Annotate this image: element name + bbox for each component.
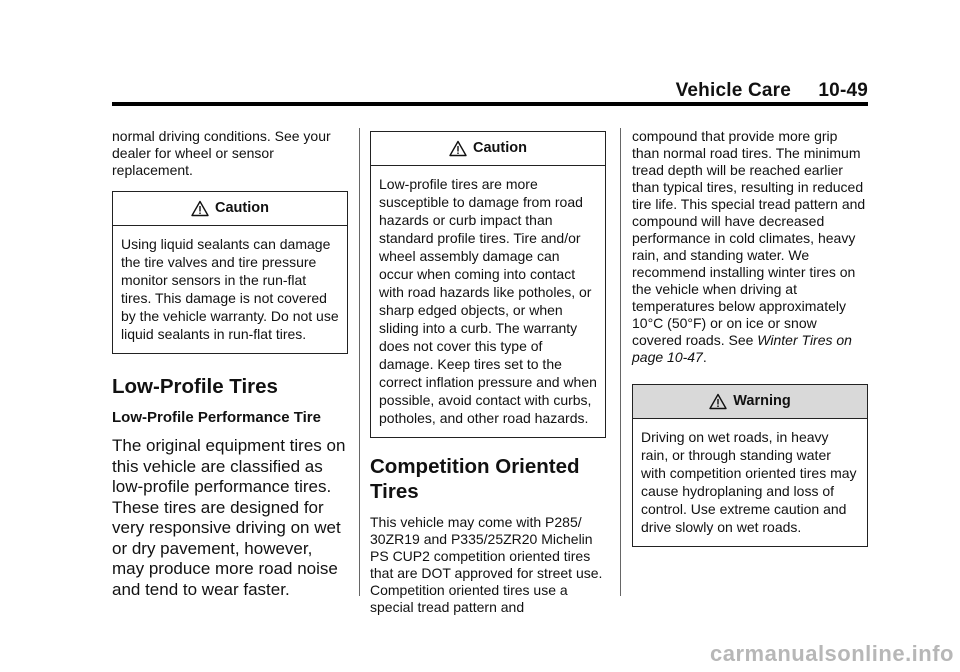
warning-triangle-icon — [709, 393, 727, 411]
caution-header — [371, 132, 605, 166]
body-paragraph: The original equipment tires on this vehicle are classified as low-profile performance tires. These tires are designed for very responsive driving on wet or dry pavement, however, may produce more road noise and tend to wear faster. — [112, 436, 346, 599]
warning-header — [633, 385, 867, 419]
caution-header — [113, 192, 347, 226]
caution-box — [370, 131, 606, 438]
caution-text: Low-profile tires are more susceptible to damage from road hazards or curb impact than standard profile tires. Tire and/or wheel assembly damage can occur when coming into contact with road hazards like potholes, or sharp edged objects, or when sliding into a curb. The warranty does not cover this type of damage. Keep tires set to the correct inflation pressure and when possible, avoid contact with curbs, potholes, and other road hazards. — [379, 176, 597, 426]
body-paragraph: This vehicle may come with P285/ 30ZR19 and P335/25ZR20 Michelin PS CUP2 competition oriented tires that are DOT approved for street use. Competition oriented tires use a special tread pattern and — [370, 514, 603, 615]
warning-label: Warning — [733, 393, 791, 409]
section-heading: Low-Profile Tires — [112, 375, 278, 398]
column-1 — [112, 128, 348, 600]
subsection-heading: Low-Profile Performance Tire — [112, 409, 321, 426]
body-text: compound that provide more grip than normal road tires. The minimum tread depth will be reached earlier than typical tires, resulting in reduced tire life. This special tread pattern and compound will have decreased performance in cold climates, heavy rain, and standing water. We recommend installing winter tires on the vehicle when driving at temperatures below approximately 10°C (50°F) or on ice or snow covered roads. See — [632, 128, 866, 348]
column-2 — [370, 128, 606, 616]
column-3 — [632, 128, 868, 547]
header-rule — [112, 102, 868, 106]
warning-box — [632, 384, 868, 547]
warning-triangle-icon — [191, 200, 209, 218]
page-header-title: Vehicle Care 10-49 — [675, 80, 868, 101]
caution-box — [112, 191, 348, 354]
watermark: carmanualsonline.info — [710, 641, 954, 666]
page-header — [112, 80, 868, 104]
column-divider — [359, 128, 360, 596]
intro-paragraph: normal driving conditions. See your dealer for wheel or sensor replacement. — [112, 128, 331, 178]
caution-label: Caution — [473, 140, 527, 156]
section-heading: Competition Oriented Tires — [370, 455, 580, 503]
warning-triangle-icon — [449, 140, 467, 158]
body-end: . — [702, 349, 707, 365]
warning-text: Driving on wet roads, in heavy rain, or through standing water with competition oriented tires may cause hydroplaning and loss of control. Use extreme caution and drive slowly on wet roads. — [641, 429, 857, 535]
caution-text: Using liquid sealants can damage the tire valves and tire pressure monitor sensors in the run-flat tires. This damage is not covered by the vehicle warranty. Do not use liquid sealants in run-flat tires. — [121, 236, 339, 342]
column-divider — [620, 128, 621, 596]
body-paragraph — [632, 128, 868, 366]
caution-label: Caution — [215, 200, 269, 216]
cross-reference-link[interactable]: Winter Tires on page 10-47 — [632, 332, 852, 365]
